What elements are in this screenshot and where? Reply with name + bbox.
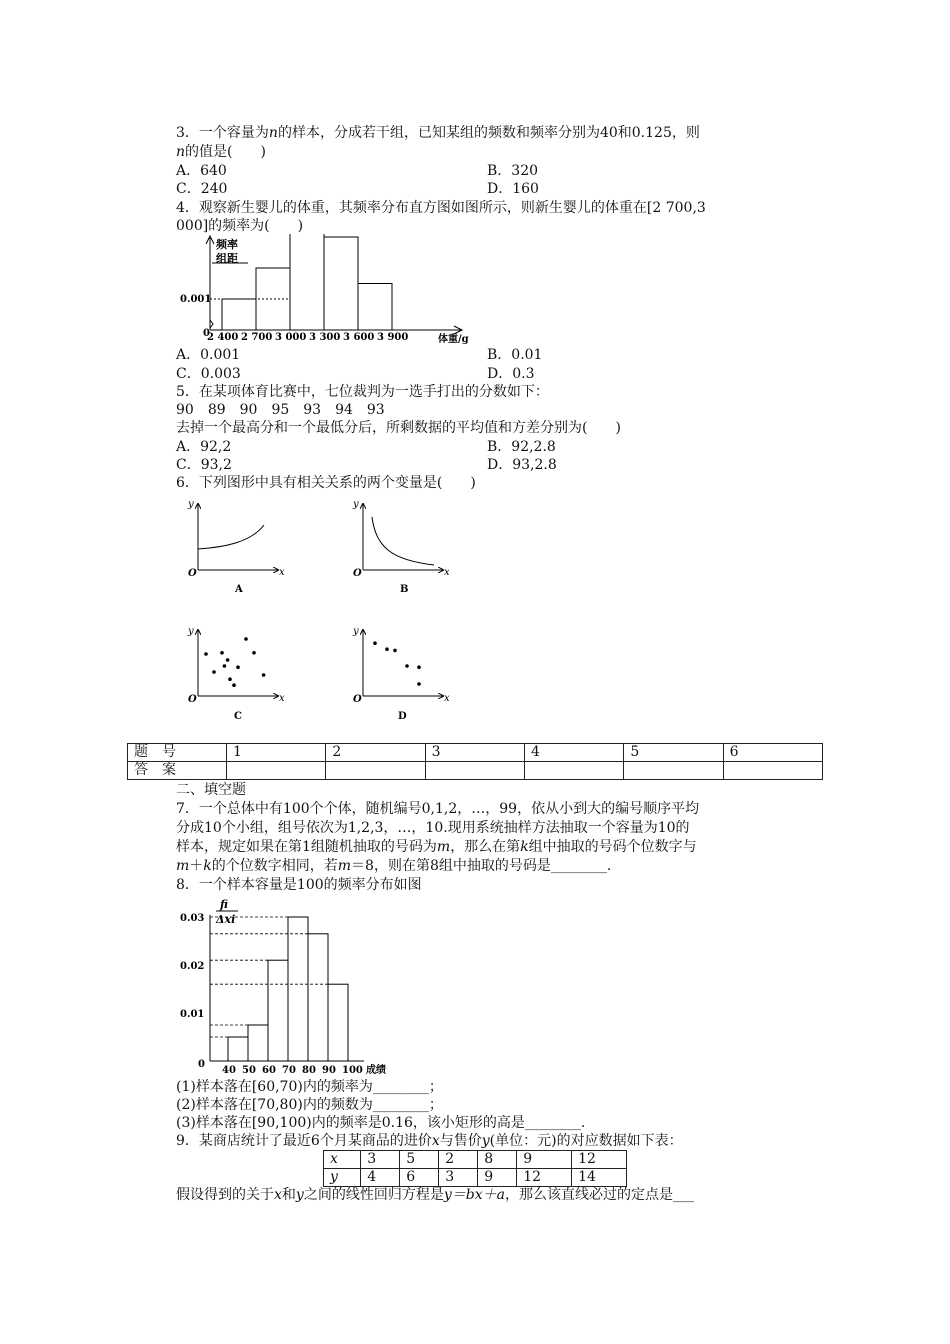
q6-graph-b: [352, 499, 450, 595]
q3-line2: n的值是( ): [176, 144, 266, 160]
q8-bar: [328, 984, 348, 1061]
q6c-point: [212, 670, 216, 674]
q6d-x-label: x: [444, 693, 450, 704]
q3-option-c: C．240: [176, 181, 228, 197]
q6-graph-a: [187, 499, 285, 595]
q9-cell: 2: [439, 1151, 478, 1169]
q8-sub1: (1)样本落在[60,70)内的频率为________；: [176, 1079, 443, 1095]
q6-figures: [176, 492, 476, 731]
q4-bar: [358, 284, 392, 331]
q4-bar: [222, 299, 256, 330]
q6c-y-label: y: [188, 626, 194, 637]
q7-line1: 7．一个总体中有100个个体，随机编号0,1,2，…，99，依从小到大的编号顺序平均: [176, 801, 700, 817]
q6c-point: [228, 677, 232, 681]
q6c-point: [223, 664, 227, 668]
q8-bar: [288, 917, 308, 1061]
q6c-point: [226, 658, 230, 662]
q6d-caption: D: [398, 711, 407, 722]
q6d-point: [417, 682, 421, 686]
q8-line1: 8．一个样本容量是100的频率分布如图: [176, 877, 422, 893]
q4-ytick-label: 0.001: [180, 294, 212, 305]
q6d-point: [373, 641, 377, 645]
q9-cell: 4: [361, 1169, 400, 1187]
answer-table-number: 1: [227, 744, 326, 762]
q9-cell: 3: [361, 1151, 400, 1169]
q4-option-c: C．0.003: [176, 366, 241, 382]
q5-line3: 去掉一个最高分和一个最低分后，所剩数据的平均值和方差分别为( ): [176, 420, 621, 436]
q4-line1: 4．观察新生婴儿的体重，其频率分布直方图如图所示，则新生婴儿的体重在[2 700,3: [176, 200, 706, 216]
q4-xlabel: 体重/g: [438, 334, 469, 345]
answer-table-number: 2: [326, 744, 425, 762]
q5-line1: 5．在某项体育比赛中，七位裁判为一选手打出的分数如下：: [176, 384, 549, 400]
answer-table-number: 6: [723, 744, 822, 762]
q8-ytick-label: 0.03: [180, 913, 205, 924]
q6c-point: [232, 683, 236, 687]
answer-table-row-answers: [128, 762, 823, 780]
q8-xtick-label: 60: [262, 1065, 276, 1076]
q8-ylabel-bottom: Δxi: [216, 913, 236, 926]
q5-option-d: D．93,2.8: [487, 457, 557, 473]
q9-cell: 3: [439, 1169, 478, 1187]
q9-line1: 9．某商店统计了最近6个月某商品的进价x与售价y(单位：元)的对应数据如下表：: [176, 1133, 683, 1149]
q6c-caption: C: [234, 711, 242, 722]
q6d-point: [405, 664, 409, 668]
q6b-x-label: x: [444, 567, 450, 578]
answer-cell[interactable]: [425, 762, 524, 780]
answer-table-number: 4: [524, 744, 623, 762]
q4-line2: 000]的频率为( ): [176, 218, 304, 234]
q5-option-b: B．92,2.8: [487, 439, 556, 455]
q9-cell: 9: [517, 1151, 572, 1169]
q8-bar: [248, 1025, 268, 1061]
answer-cell[interactable]: [624, 762, 723, 780]
section-title: 二、填空题: [176, 782, 246, 798]
q9-row-y: [324, 1169, 627, 1187]
answer-cell[interactable]: [723, 762, 822, 780]
q6b-origin: O: [353, 568, 362, 579]
q5-scores: 90 89 90 95 93 94 93: [176, 402, 385, 418]
q7-line3: 样本，规定如果在第1组随机抽取的号码为m，那么在第k组中抽取的号码个位数字与: [176, 839, 697, 855]
q9-cell: 12: [572, 1151, 627, 1169]
q4-xtick-label: 3 600: [343, 332, 375, 343]
q8-sub2: (2)样本落在[70,80)内的频数为________；: [176, 1097, 443, 1113]
q4-bar: [290, 234, 324, 330]
q9-row-label: x: [324, 1151, 361, 1169]
q4-ylabel-top: 频率: [216, 238, 238, 251]
answer-table-header: 题 号: [128, 744, 227, 762]
q3-option-b: B．320: [487, 163, 539, 179]
q7-line4: m＋k的个位数字相同，若m＝8，则在第8组中抽取的号码是________.: [176, 858, 612, 874]
q4-histogram: [176, 234, 496, 354]
q6-graph-c: [187, 626, 285, 722]
q8-xtick-label: 50: [242, 1065, 256, 1076]
q6-graph-d: [352, 626, 450, 722]
q8-xtick-label: 100: [342, 1065, 363, 1076]
q3-line1: 3．一个容量为n的样本，分成若干组，已知某组的频数和频率分别为40和0.125，则: [176, 125, 700, 141]
q8-ytick-label: 0.01: [180, 1009, 205, 1020]
q8-histogram: [176, 895, 416, 1082]
q8-xtick-label: 90: [322, 1065, 336, 1076]
q6d-y-label: y: [353, 626, 359, 637]
q9-cell: 6: [400, 1169, 439, 1187]
q9-line2: 假设得到的关于x和y之间的线性回归方程是y＝bx＋a，那么该直线必过的定点是___: [176, 1187, 694, 1203]
q8-xtick-label: 80: [302, 1065, 316, 1076]
q6b-y-label: y: [353, 499, 359, 510]
q4-origin-label: 0: [203, 328, 210, 339]
q4-option-a: A．0.001: [176, 347, 241, 363]
answer-table-number: 3: [425, 744, 524, 762]
q4-ylabel-bottom: 组距: [216, 252, 238, 265]
q6b-caption: B: [400, 584, 409, 595]
q7-line2: 分成10个小组，组号依次为1,2,3，…，10.现用系统抽样方法抽取一个容量为10的: [176, 820, 690, 836]
q6a-origin: O: [188, 568, 197, 579]
answer-table-row-numbers: [128, 744, 823, 762]
q8-bar: [308, 934, 328, 1061]
q6a-curve: [198, 525, 264, 549]
q6a-x-label: x: [279, 567, 285, 578]
q8-xlabel: 成绩: [366, 1065, 386, 1076]
q9-cell: 5: [400, 1151, 439, 1169]
q6d-origin: O: [353, 694, 362, 705]
q9-row-x: [324, 1151, 627, 1169]
q4-xtick-label: 3 300: [309, 332, 341, 343]
q6c-point: [220, 651, 224, 655]
answer-cell[interactable]: [326, 762, 425, 780]
q6b-curve: [372, 517, 434, 565]
q6c-point: [262, 673, 266, 677]
q6-line1: 6．下列图形中具有相关关系的两个变量是( ): [176, 475, 476, 491]
q8-bar: [268, 960, 288, 1061]
q4-xtick-label: 2 400: [207, 332, 239, 343]
q9-cell: 8: [478, 1151, 517, 1169]
q4-bar: [256, 268, 290, 330]
q6d-point: [385, 647, 389, 651]
answer-cell[interactable]: [227, 762, 326, 780]
q3-option-d: D．160: [487, 181, 539, 197]
q4-xtick-label: 3 900: [377, 332, 409, 343]
q9-cell: 14: [572, 1169, 627, 1187]
q8-origin-label: 0: [198, 1059, 205, 1070]
q6a-caption: A: [235, 584, 243, 595]
q5-option-c: C．93,2: [176, 457, 232, 473]
q4-xtick-label: 3 000: [275, 332, 307, 343]
q9-data-table: [323, 1150, 627, 1187]
q3-option-a: A．640: [176, 163, 227, 179]
q8-bar: [228, 1037, 248, 1061]
q8-ytick-label: 0.02: [180, 961, 205, 972]
q9-cell: 9: [478, 1169, 517, 1187]
q9-cell: 12: [517, 1169, 572, 1187]
answer-table: [127, 743, 823, 780]
q5-option-a: A．92,2: [176, 439, 232, 455]
q8-xtick-label: 70: [282, 1065, 296, 1076]
q6d-point: [417, 665, 421, 669]
q6c-point: [236, 665, 240, 669]
answer-cell[interactable]: [524, 762, 623, 780]
answer-table-header: 答 案: [128, 762, 227, 780]
q6c-origin: O: [188, 694, 197, 705]
q9-row-label: y: [324, 1169, 361, 1187]
q6c-point: [204, 652, 208, 656]
q6d-point: [393, 649, 397, 653]
q8-xtick-label: 40: [222, 1065, 236, 1076]
q4-option-d: D．0.3: [487, 366, 535, 382]
q4-bar: [324, 237, 358, 330]
q8-ylabel-top: fi: [220, 898, 228, 911]
q6c-point: [244, 637, 248, 641]
q4-xtick-label: 2 700: [241, 332, 273, 343]
q4-option-b: B．0.01: [487, 347, 543, 363]
q8-sub3: (3)样本落在[90,100)内的频率是0.16，该小矩形的高是________.: [176, 1115, 586, 1131]
answer-table-number: 5: [624, 744, 723, 762]
q6a-y-label: y: [188, 499, 194, 510]
q6c-x-label: x: [279, 693, 285, 704]
q6c-point: [252, 651, 256, 655]
